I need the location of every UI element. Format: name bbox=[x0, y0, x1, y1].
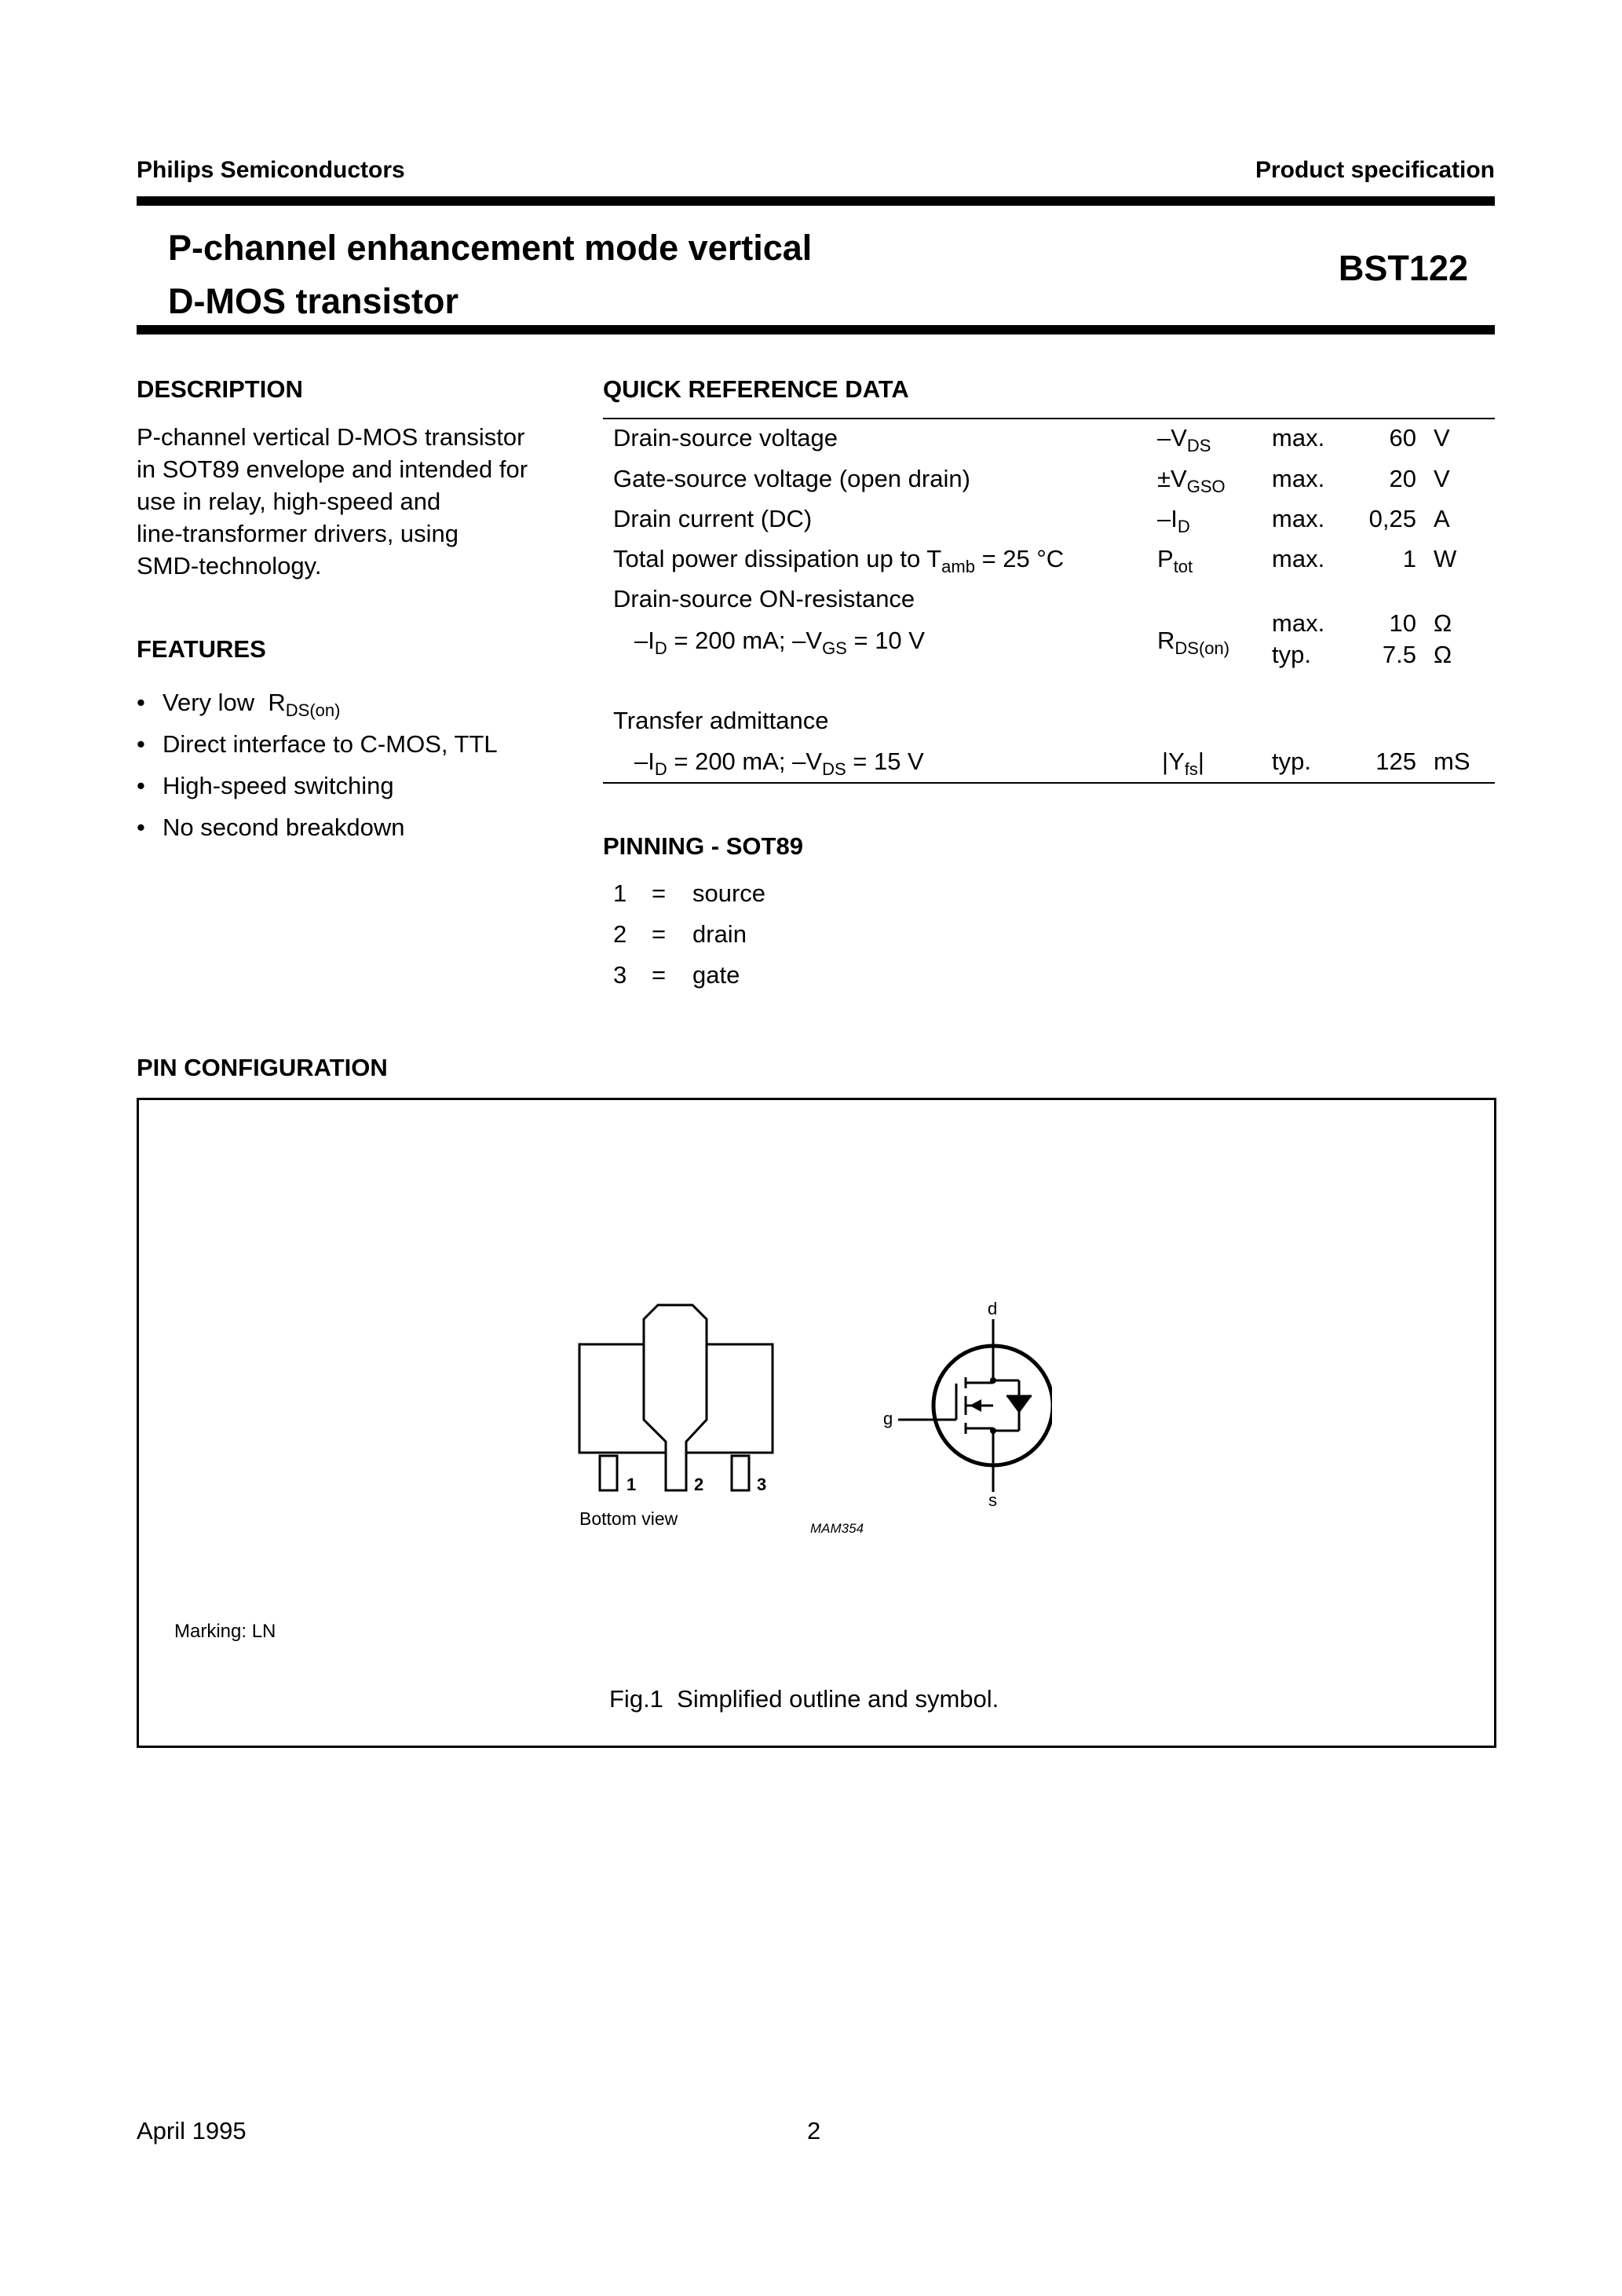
header-doc-type: Product specification bbox=[1255, 157, 1495, 183]
figure-code: MAM354 bbox=[810, 1521, 864, 1536]
description-text bbox=[137, 421, 528, 582]
feature-item: • High-speed switching bbox=[137, 765, 498, 806]
pin2-label: 2 bbox=[694, 1475, 704, 1494]
qr-value: 0,25 bbox=[1368, 505, 1416, 532]
feature-item: • Very low $R_{DS(on)}$ bbox=[137, 682, 498, 723]
description-line: P-channel vertical D-MOS transistor bbox=[137, 423, 525, 451]
bullet-icon: • bbox=[137, 689, 145, 716]
gate-label: g bbox=[883, 1409, 893, 1428]
qr-value: 1 bbox=[1402, 545, 1416, 572]
qr-symbol: $P_{tot}$ bbox=[1157, 545, 1193, 576]
description-line: in SOT89 envelope and intended for bbox=[137, 455, 528, 483]
figure-caption: Fig.1 Simplified outline and symbol. bbox=[609, 1685, 999, 1713]
qr-unit: Ω bbox=[1434, 641, 1452, 668]
marking-label: Marking: LN bbox=[174, 1621, 276, 1642]
description-line: use in relay, high-speed and bbox=[137, 488, 441, 515]
pinning-heading: PINNING - SOT89 bbox=[603, 832, 803, 860]
qr-param: Drain-source ON-resistance bbox=[613, 585, 915, 612]
diode-triangle bbox=[1006, 1396, 1032, 1413]
qr-unit: W bbox=[1434, 545, 1457, 572]
qr-limit: max. bbox=[1272, 465, 1325, 492]
pin-equals: = bbox=[652, 961, 667, 989]
description-heading: DESCRIPTION bbox=[137, 375, 303, 403]
qr-symbol: $-V_{DS}$ bbox=[1157, 424, 1211, 455]
pin-equals: = bbox=[652, 920, 667, 948]
pin-number: 1 bbox=[613, 879, 627, 907]
qr-limit: max. bbox=[1272, 609, 1325, 637]
channel-arrow bbox=[970, 1399, 981, 1412]
features-heading: FEATURES bbox=[137, 635, 266, 663]
sot89-outline bbox=[579, 1305, 773, 1490]
qr-unit: Ω bbox=[1434, 609, 1452, 637]
qr-param: Total power dissipation up to $T_{amb} = 25$ °C bbox=[613, 545, 1065, 576]
qr-value: 125 bbox=[1375, 748, 1416, 775]
qr-symbol: $R_{DS(on)}$ bbox=[1157, 627, 1230, 658]
part-number: BST122 bbox=[1338, 248, 1468, 288]
bottom-view-label: Bottom view bbox=[579, 1508, 678, 1529]
qr-limit: max. bbox=[1272, 545, 1325, 572]
description-line: SMD-technology. bbox=[137, 552, 322, 579]
qr-unit: mS bbox=[1434, 748, 1470, 775]
quick-ref-heading: QUICK REFERENCE DATA bbox=[603, 375, 909, 403]
qr-value: 7.5 bbox=[1382, 641, 1416, 668]
qr-symbol: $\pm V_{GSO}$ bbox=[1157, 465, 1226, 496]
pin3-label: 3 bbox=[757, 1475, 767, 1494]
qr-limit: typ. bbox=[1272, 748, 1311, 775]
page-number: 2 bbox=[807, 2117, 821, 2144]
header-company: Philips Semiconductors bbox=[137, 157, 405, 183]
drain-label: d bbox=[988, 1299, 998, 1318]
bullet-icon: • bbox=[137, 730, 145, 758]
qr-param: Gate-source voltage (open drain) bbox=[613, 465, 970, 492]
pin-equals: = bbox=[652, 879, 667, 907]
qr-value: 10 bbox=[1389, 609, 1416, 637]
feature-item: • Direct interface to C-MOS, TTL bbox=[137, 723, 498, 765]
pin-number: 2 bbox=[613, 920, 627, 948]
footer-date: April 1995 bbox=[137, 2117, 247, 2144]
bullet-icon: • bbox=[137, 772, 145, 799]
bullet-icon: • bbox=[137, 813, 145, 841]
qr-param: Transfer admittance bbox=[613, 707, 829, 734]
qr-condition: $-I_D = 200$ mA; $-V_{DS} = 15$ V bbox=[634, 748, 924, 779]
pin-number: 3 bbox=[613, 961, 627, 989]
junction-dot bbox=[990, 1377, 996, 1384]
features-list bbox=[137, 682, 498, 848]
junction-dot bbox=[990, 1428, 996, 1434]
qr-value: 20 bbox=[1389, 465, 1416, 492]
doc-title-line2: D-MOS transistor bbox=[168, 281, 459, 321]
source-label: s bbox=[988, 1490, 997, 1510]
qr-param: Drain current (DC) bbox=[613, 505, 813, 532]
qr-limit: max. bbox=[1272, 424, 1325, 452]
pin1-label: 1 bbox=[627, 1475, 637, 1494]
qr-unit: A bbox=[1434, 505, 1450, 532]
qr-unit: V bbox=[1434, 424, 1450, 452]
header-rule bbox=[137, 196, 1495, 206]
title-rule bbox=[137, 325, 1495, 335]
qr-param: Drain-source voltage bbox=[613, 424, 838, 452]
quick-ref-bottom-rule bbox=[603, 782, 1495, 784]
qr-symbol: $|Y_{fs}|$ bbox=[1162, 748, 1204, 779]
figure-diagram bbox=[565, 1296, 1052, 1555]
pin-name: gate bbox=[692, 961, 740, 989]
qr-condition: $-I_D = 200$ mA; $-V_{GS} = 10$ V bbox=[634, 627, 925, 658]
quick-ref-top-rule bbox=[603, 418, 1495, 419]
doc-title bbox=[168, 221, 812, 328]
qr-limit: max. bbox=[1272, 505, 1325, 532]
feature-item: • No second breakdown bbox=[137, 806, 498, 848]
pin-name: source bbox=[692, 879, 766, 907]
pin-config-heading: PIN CONFIGURATION bbox=[137, 1054, 388, 1081]
pin-name: drain bbox=[692, 920, 747, 948]
qr-value: 60 bbox=[1389, 424, 1416, 452]
qr-symbol: $-I_D$ bbox=[1157, 505, 1190, 536]
qr-unit: V bbox=[1434, 465, 1450, 492]
doc-title-line1: P-channel enhancement mode vertical bbox=[168, 228, 813, 268]
qr-limit: typ. bbox=[1272, 641, 1311, 668]
description-line: line-transformer drivers, using bbox=[137, 520, 459, 547]
